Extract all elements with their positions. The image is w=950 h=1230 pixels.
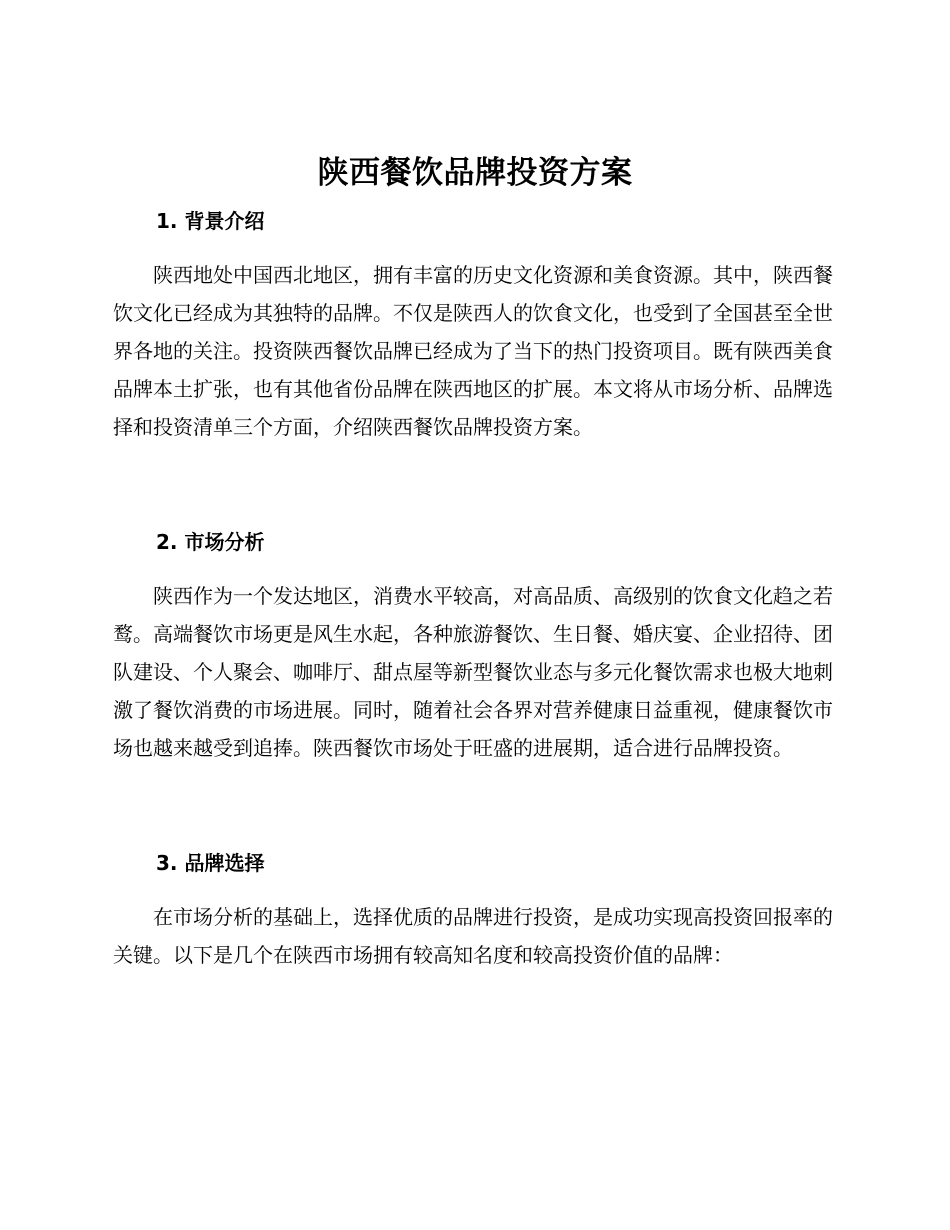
section-paragraph-market-analysis: 陕西作为一个发达地区，消费水平较高，对高品质、高级别的饮食文化趋之若鹜。高端餐饮市场更是风生水起，各种旅游餐饮、生日餐、婚庆宴、企业招待、团队建设、个人聚会、咖啡厅、甜点屋等新型餐饮业态与多元化餐饮需求也极大地刺激了餐饮消费的市场进展。同时，随着社会各界对营养健康日益重视，健康餐饮市场也越来越受到追捧。陕西餐饮市场处于旺盛的进展期，适合进行品牌投资。 — [113, 584, 833, 760]
section-heading-background: 1. 背景介绍 — [156, 209, 265, 233]
section-heading-brand-selection: 3. 品牌选择 — [156, 851, 265, 875]
section-heading-market-analysis: 2. 市场分析 — [156, 530, 265, 554]
section-paragraph-brand-selection: 在市场分析的基础上，选择优质的品牌进行投资，是成功实现高投资回报率的关键。以下是几个在陕西市场拥有较高知名度和较高投资价值的品牌： — [113, 905, 833, 967]
document-title: 陕西餐饮品牌投资方案 — [317, 155, 633, 191]
section-paragraph-background: 陕西地处中国西北地区，拥有丰富的历史文化资源和美食资源。其中，陕西餐饮文化已经成为其独特的品牌。不仅是陕西人的饮食文化，也受到了全国甚至全世界各地的关注。投资陕西餐饮品牌已经成为了当下的热门投资项目。既有陕西美食品牌本土扩张，也有其他省份品牌在陕西地区的扩展。本文将从市场分析、品牌选择和投资清单三个方面，介绍陕西餐饮品牌投资方案。 — [113, 263, 833, 439]
